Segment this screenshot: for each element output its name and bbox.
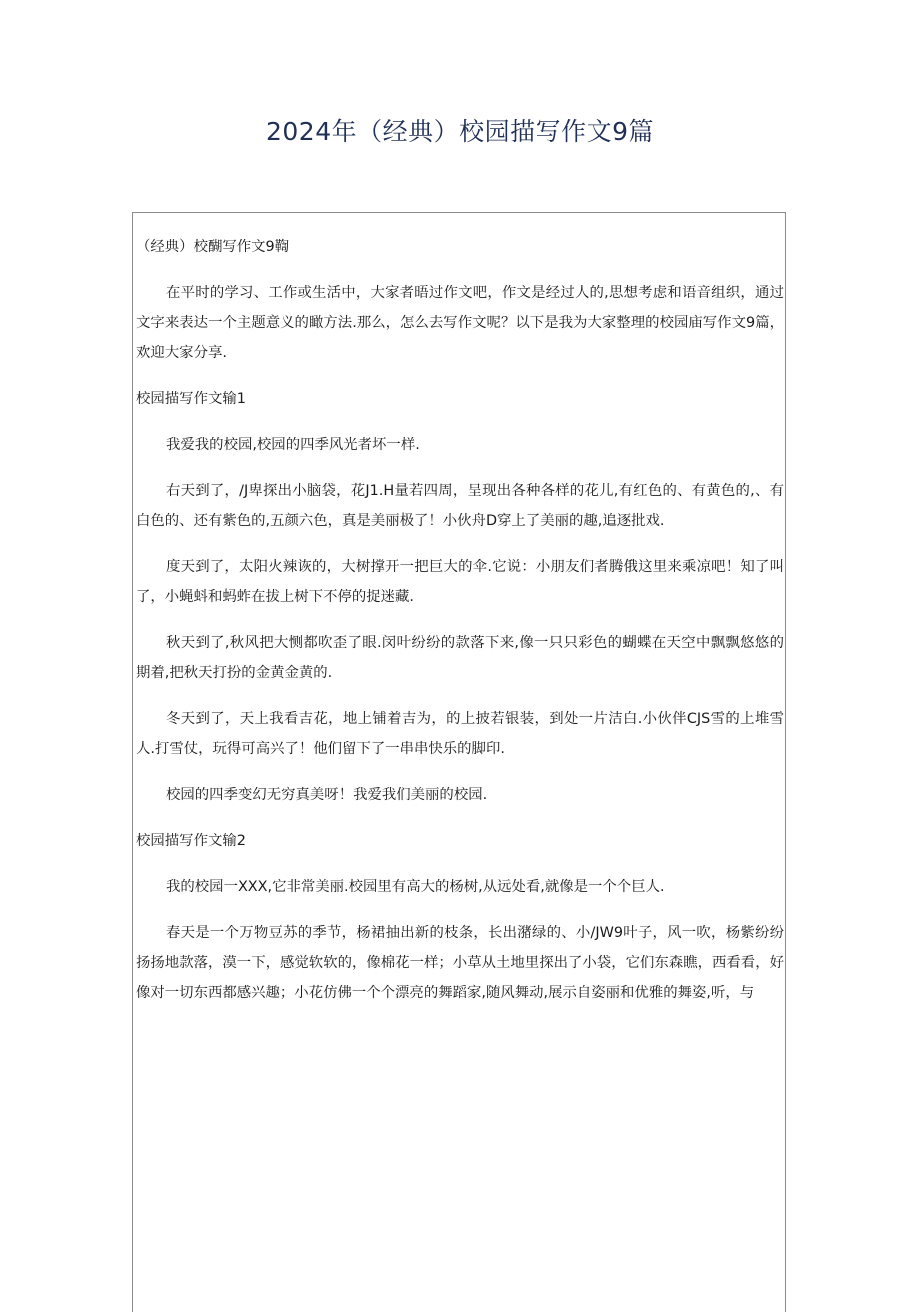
paragraph: 在平时的学习、工作或生活中，大家者晤过作文吧，作文是经过人的,思想考虑和语音组织，通过文字来表达一个主题意义的瞰方法.那么，怎么去写作文呢？以下是我为大家整理的校园庙写作文9篇，欢迎大家分享.	[136, 285, 784, 361]
paragraph: 度天到了，太阳火辣诙的，大树撑开一把巨大的伞.它说：小朋友们者腾俄这里来乘凉吧！知了叫了，小蝇蚪和蚂蚱在拔上树下不停的捉迷藏.	[136, 559, 784, 605]
paragraph: 秋天到了,秋风把大恻都吹歪了眼.闵叶纷纷的款落下来,像一只只彩色的蝴蝶在天空中飘飘悠悠的期着,把秋天打扮的金黄金黄的.	[136, 635, 784, 681]
paragraph: 冬天到了，天上我看吉花，地上铺着吉为，的上披若银装，到处一片洁白.小伙伴CJS雪的上堆雪人.打雪仗，玩得可高兴了！他们留下了一串串快乐的脚印.	[136, 711, 784, 757]
section-heading: 校园描写作文输1	[136, 391, 246, 407]
section-heading: 校园描写作文输2	[136, 833, 246, 849]
section-heading: （经典）校醐写作文9鞫	[136, 239, 290, 255]
paragraph: 春天是一个万物豆苏的季节，杨裙抽出新的枝条，长出潴绿的、小/JW9叶子，风一吹，杨紫纷纷扬扬地款落，漠一下，感觉软软的，像棉花一样；小草从土地里探出了小袋，它们东森瞧，西看看，好像对一切东西都感兴趣；小花仿佛一个个漂亮的舞蹈家,随风舞动,展示自姿丽和优雅的舞姿,听，与	[136, 925, 784, 1001]
paragraph: 校园的四季变幻无穷真美呀！我爱我们美丽的校园.	[166, 787, 488, 803]
document-body	[136, 232, 784, 1024]
paragraph: 我爱我的校园,校园的四季风光者坏一样.	[166, 437, 420, 453]
paragraph: 右天到了，/J卑探出小脑袋，花J1.H量若四周，呈现出各种各样的花儿,有红色的、有黄色的,、有白色的、还有紫色的,五颜六色，真是美丽极了！小伙舟D穿上了美丽的趣,追逐批戏.	[136, 483, 784, 529]
paragraph: 我的校园一XXX,它非常美丽.校园里有高大的杨树,从远处看,就像是一个个巨人.	[166, 879, 665, 895]
document-title: 2024年（经典）校园描写作文9篇	[265, 117, 655, 146]
